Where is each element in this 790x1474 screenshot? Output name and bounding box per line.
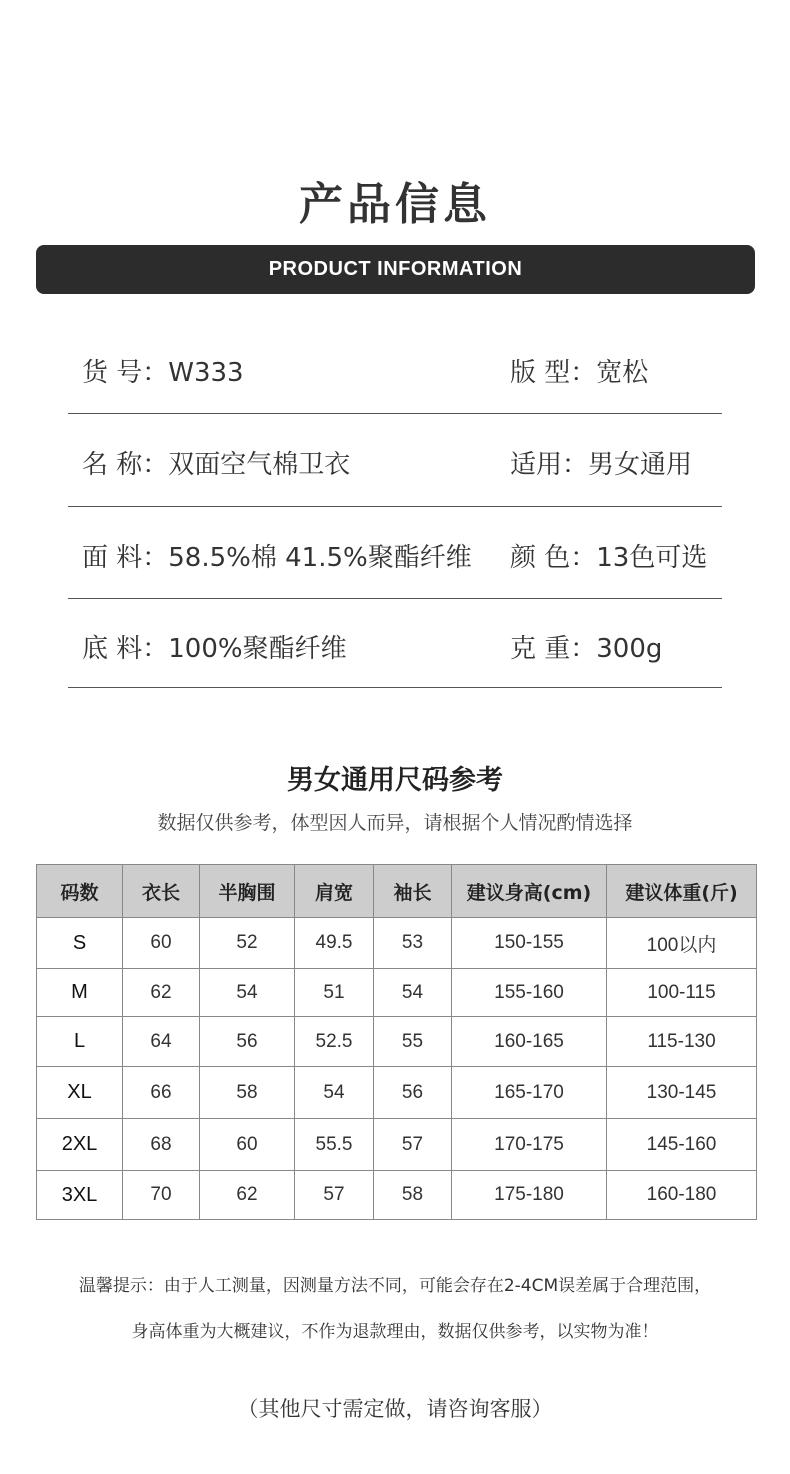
info-item-weight: 克 重：300g <box>510 634 663 664</box>
table-cell: 155-160 <box>452 969 607 1017</box>
table-cell: 100以内 <box>607 918 757 969</box>
info-item-lining: 底 料：100%聚酯纤维 <box>82 634 347 664</box>
table-cell: 55 <box>374 1017 452 1067</box>
page-title: 产品信息 <box>299 179 491 230</box>
table-cell: 57 <box>295 1171 374 1220</box>
table-cell: 60 <box>123 918 200 969</box>
table-header-cell: 肩宽 <box>295 865 374 918</box>
table-cell: 115-130 <box>607 1017 757 1067</box>
table-cell: 53 <box>374 918 452 969</box>
table-cell: 70 <box>123 1171 200 1220</box>
table-cell: M <box>37 969 123 1017</box>
table-row <box>37 1017 757 1067</box>
table-header-cell: 建议体重(斤) <box>607 865 757 918</box>
info-row <box>68 599 722 688</box>
size-table <box>36 864 757 1220</box>
table-cell: 145-160 <box>607 1119 757 1171</box>
table-cell: 54 <box>295 1067 374 1119</box>
table-cell: XL <box>37 1067 123 1119</box>
table-cell: L <box>37 1017 123 1067</box>
table-row <box>37 969 757 1017</box>
table-header-cell: 建议身高(cm) <box>452 865 607 918</box>
table-row <box>37 1119 757 1171</box>
info-row <box>68 507 722 599</box>
table-cell: 52.5 <box>295 1017 374 1067</box>
banner-label: PRODUCT INFORMATION <box>268 258 523 280</box>
table-cell: 150-155 <box>452 918 607 969</box>
table-header-cell: 衣长 <box>123 865 200 918</box>
info-row <box>68 322 722 414</box>
table-header-cell: 码数 <box>37 865 123 918</box>
info-item-fabric: 面 料：58.5%棉 41.5%聚酯纤维 <box>82 543 472 573</box>
table-cell: 57 <box>374 1119 452 1171</box>
info-item-colors: 颜 色：13色可选 <box>510 543 708 573</box>
info-item-name: 名 称：双面空气棉卫衣 <box>82 450 351 480</box>
table-row <box>37 1067 757 1119</box>
table-cell: 68 <box>123 1119 200 1171</box>
table-cell: 49.5 <box>295 918 374 969</box>
table-cell: 100-115 <box>607 969 757 1017</box>
info-item-gender: 适用：男女通用 <box>510 450 693 480</box>
custom-size-note: （其他尺寸需定做，请咨询客服） <box>237 1397 553 1421</box>
table-cell: 58 <box>200 1067 295 1119</box>
table-cell: 170-175 <box>452 1119 607 1171</box>
table-cell: 160-165 <box>452 1017 607 1067</box>
tip-note-line-2: 身高体重为大概建议，不作为退款理由，数据仅供参考，以实物为准！ <box>131 1322 659 1342</box>
table-cell: 62 <box>200 1171 295 1220</box>
table-cell: 66 <box>123 1067 200 1119</box>
table-cell: 160-180 <box>607 1171 757 1220</box>
table-cell: S <box>37 918 123 969</box>
size-section-title: 男女通用尺码参考 <box>287 765 503 796</box>
info-item-fit: 版 型：宽松 <box>510 358 649 388</box>
table-cell: 54 <box>374 969 452 1017</box>
table-cell: 60 <box>200 1119 295 1171</box>
table-cell: 3XL <box>37 1171 123 1220</box>
table-header-cell: 袖长 <box>374 865 452 918</box>
table-cell: 64 <box>123 1017 200 1067</box>
table-cell: 56 <box>200 1017 295 1067</box>
table-row <box>37 918 757 969</box>
table-cell: 130-145 <box>607 1067 757 1119</box>
table-cell: 52 <box>200 918 295 969</box>
table-header-cell: 半胸围 <box>200 865 295 918</box>
tip-note-line-1: 温馨提示：由于人工测量，因测量方法不同，可能会存在2-4CM误差属于合理范围， <box>78 1276 712 1296</box>
table-cell: 58 <box>374 1171 452 1220</box>
table-cell: 54 <box>200 969 295 1017</box>
table-cell: 55.5 <box>295 1119 374 1171</box>
info-banner <box>36 245 755 294</box>
table-cell: 175-180 <box>452 1171 607 1220</box>
size-section-subtitle: 数据仅供参考，体型因人而异，请根据个人情况酌情选择 <box>157 812 633 834</box>
table-row <box>37 1171 757 1220</box>
table-header-row <box>37 865 757 918</box>
info-item-number: 货 号：W333 <box>82 358 244 388</box>
table-cell: 56 <box>374 1067 452 1119</box>
table-cell: 62 <box>123 969 200 1017</box>
table-cell: 2XL <box>37 1119 123 1171</box>
table-cell: 165-170 <box>452 1067 607 1119</box>
table-cell: 51 <box>295 969 374 1017</box>
info-row <box>68 414 722 507</box>
